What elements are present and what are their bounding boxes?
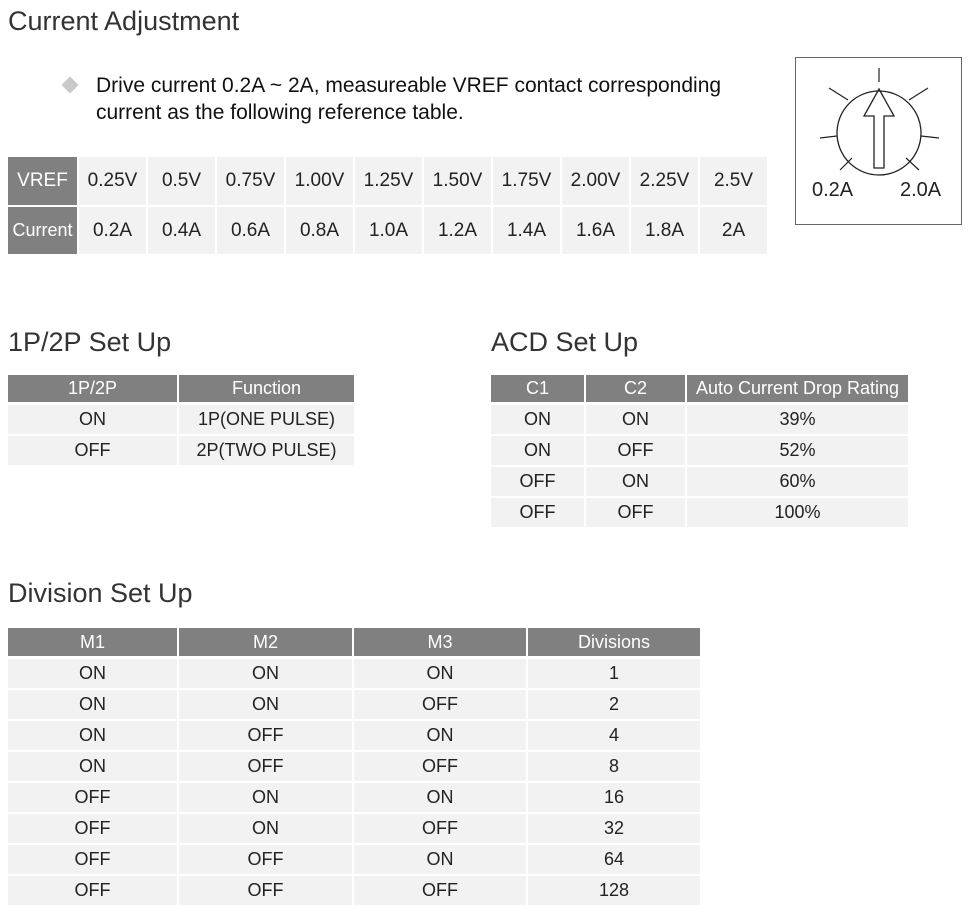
table-cell: 128 [528,876,700,905]
table-cell: OFF [179,721,352,750]
current-description [96,72,721,126]
table-cell: ON [179,814,352,843]
table-cell: 8 [528,752,700,781]
table-cell: OFF [491,467,584,496]
vref-value-cell: 0.75V [217,157,284,205]
table-cell: 1P(ONE PULSE) [179,405,354,434]
table-cell: 60% [687,467,908,496]
table-cell: ON [8,752,177,781]
vref-value-cell: 1.00V [286,157,353,205]
table-cell: 32 [528,814,700,843]
current-value-cell: 1.2A [424,207,491,254]
division-setup-title: Division Set Up [8,578,193,608]
table-cell: 16 [528,783,700,812]
vref-value-cell: 2.5V [700,157,767,205]
table-cell: 52% [687,436,908,465]
current-value-cell: 0.4A [148,207,215,254]
description-line-1: Drive current 0.2A ~ 2A, measureable VREF contact corresponding [96,74,722,97]
table-cell: ON [179,690,352,719]
table-cell: ON [491,405,584,434]
current-value-cell: 1.6A [562,207,629,254]
table-header-cell: Function [179,375,354,402]
description-line-2: current as the following reference table. [96,101,464,124]
table-cell: OFF [179,845,352,874]
current-adjustment-title: Current Adjustment [8,6,240,36]
table-cell: ON [586,467,685,496]
table-cell: 2 [528,690,700,719]
table-cell: OFF [586,498,685,527]
table-cell: OFF [491,498,584,527]
table-cell: OFF [8,845,177,874]
table-cell: OFF [354,690,526,719]
current-value-cell: 2A [700,207,767,254]
table-cell: ON [8,721,177,750]
dial-max-label: 2.0A [900,179,942,201]
table-cell: OFF [586,436,685,465]
acd-setup-title: ACD Set Up [491,327,639,357]
table-header-cell: M2 [179,628,352,656]
table-cell: 1 [528,659,700,688]
vref-value-cell: 0.5V [148,157,215,205]
table-cell: OFF [354,814,526,843]
table-cell: 4 [528,721,700,750]
vref-value-cell: 1.50V [424,157,491,205]
table-cell: ON [179,783,352,812]
current-value-cell: 1.4A [493,207,560,254]
table-cell: ON [8,659,177,688]
table-header-cell: C2 [586,375,685,402]
table-cell: ON [8,690,177,719]
vref-value-cell: 1.25V [355,157,422,205]
vref-value-cell: 2.25V [631,157,698,205]
table-cell: OFF [354,876,526,905]
pulse-setup-title: 1P/2P Set Up [8,327,172,357]
diamond-bullet-icon [62,77,79,94]
current-value-cell: 0.2A [79,207,146,254]
table-cell: ON [8,405,177,434]
table-header-cell: C1 [491,375,584,402]
table-header-cell: M3 [354,628,526,656]
table-header-cell: Divisions [528,628,700,656]
table-cell: OFF [179,876,352,905]
vref-row-label: VREF [8,157,77,205]
table-cell: OFF [8,783,177,812]
table-cell: ON [586,405,685,434]
dial-min-label: 0.2A [812,179,854,201]
vref-value-cell: 1.75V [493,157,560,205]
table-header-cell: M1 [8,628,177,656]
current-value-cell: 0.8A [286,207,353,254]
current-row-label: Current [8,207,77,254]
table-cell: ON [354,721,526,750]
table-cell: 2P(TWO PULSE) [179,436,354,465]
current-value-cell: 1.0A [355,207,422,254]
current-value-cell: 0.6A [217,207,284,254]
table-cell: ON [354,659,526,688]
table-cell: 64 [528,845,700,874]
table-cell: 100% [687,498,908,527]
table-cell: OFF [8,814,177,843]
table-header-cell: 1P/2P [8,375,177,402]
table-cell: ON [354,845,526,874]
vref-value-cell: 2.00V [562,157,629,205]
table-cell: ON [354,783,526,812]
table-header-cell: Auto Current Drop Rating [687,375,908,402]
vref-value-cell: 0.25V [79,157,146,205]
table-cell: 39% [687,405,908,434]
table-cell: OFF [8,876,177,905]
table-cell: ON [491,436,584,465]
table-cell: OFF [354,752,526,781]
table-cell: OFF [179,752,352,781]
current-value-cell: 1.8A [631,207,698,254]
table-cell: OFF [8,436,177,465]
current-dial-diagram [795,57,962,225]
table-cell: ON [179,659,352,688]
